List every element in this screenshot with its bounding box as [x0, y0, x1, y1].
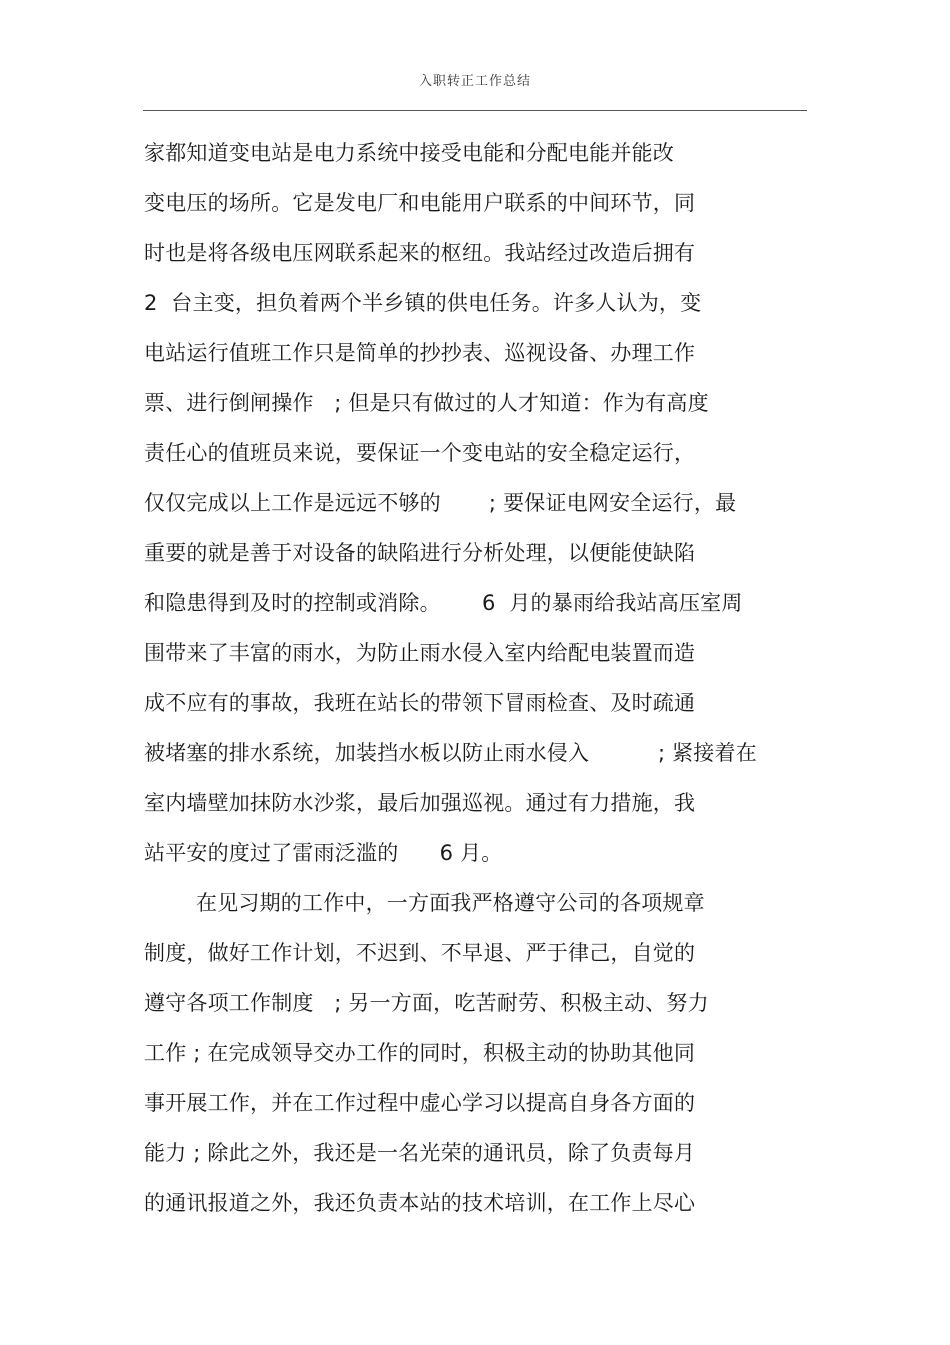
- text-line: 变电压的场所。它是发电厂和电能用户联系的中间环节，同: [144, 191, 696, 215]
- text-line: 时也是将各级电压网联系起来的枢纽。我站经过改造后拥有: [144, 241, 696, 265]
- text-line: 站平安的度过了雷雨泛滥的 6 月。: [144, 841, 503, 865]
- text-line: 电站运行值班工作只是简单的抄抄表、巡视设备、办理工作: [144, 341, 696, 365]
- paragraph-start-line: 在见习期的工作中，一方面我严格遵守公司的各项规章: [196, 891, 705, 915]
- text-line: 仅仅完成以上工作是远远不够的 ; 要保证电网安全运行，最: [144, 491, 737, 515]
- header-divider: [143, 110, 807, 111]
- text-line: 和隐患得到及时的控制或消除。 6 月的暴雨给我站高压室周: [144, 591, 743, 615]
- text-line: 被堵塞的排水系统，加装挡水板以防止雨水侵入 ; 紧接着在: [144, 741, 757, 765]
- text-line: 能力 ; 除此之外，我还是一名光荣的通讯员，除了负责每月: [144, 1141, 696, 1165]
- text-line: 2 台主变，担负着两个半乡镇的供电任务。许多人认为，变: [144, 291, 702, 315]
- text-line: 的通讯报道之外，我还负责本站的技术培训，在工作上尽心: [144, 1191, 696, 1215]
- text-line: 事开展工作，并在工作过程中虚心学习以提高自身各方面的: [144, 1091, 696, 1115]
- text-line: 重要的就是善于对设备的缺陷进行分析处理，以便能使缺陷: [144, 541, 696, 565]
- text-line: 工作 ; 在完成领导交办工作的同时，积极主动的协助其他同: [144, 1041, 696, 1065]
- text-line: 责任心的值班员来说，要保证一个变电站的安全稳定运行，: [144, 441, 696, 465]
- text-line: 遵守各项工作制度 ; 另一方面，吃苦耐劳、积极主动、努力: [144, 991, 709, 1015]
- text-line: 围带来了丰富的雨水，为防止雨水侵入室内给配电装置而造: [144, 641, 696, 665]
- text-line: 制度，做好工作计划，不迟到、不早退、严于律己，自觉的: [144, 941, 696, 965]
- text-line: 成不应有的事故，我班在站长的带领下冒雨检查、及时疏通: [144, 691, 696, 715]
- text-line: 室内墙壁加抹防水沙浆，最后加强巡视。通过有力措施，我: [144, 791, 696, 815]
- text-line: 票、进行倒闸操作 ; 但是只有做过的人才知道：作为有高度: [144, 391, 709, 415]
- page-header-title: 入职转正工作总结: [418, 74, 531, 89]
- document-body: [144, 128, 814, 1228]
- text-line: 家都知道变电站是电力系统中接受电能和分配电能并能改: [144, 141, 674, 165]
